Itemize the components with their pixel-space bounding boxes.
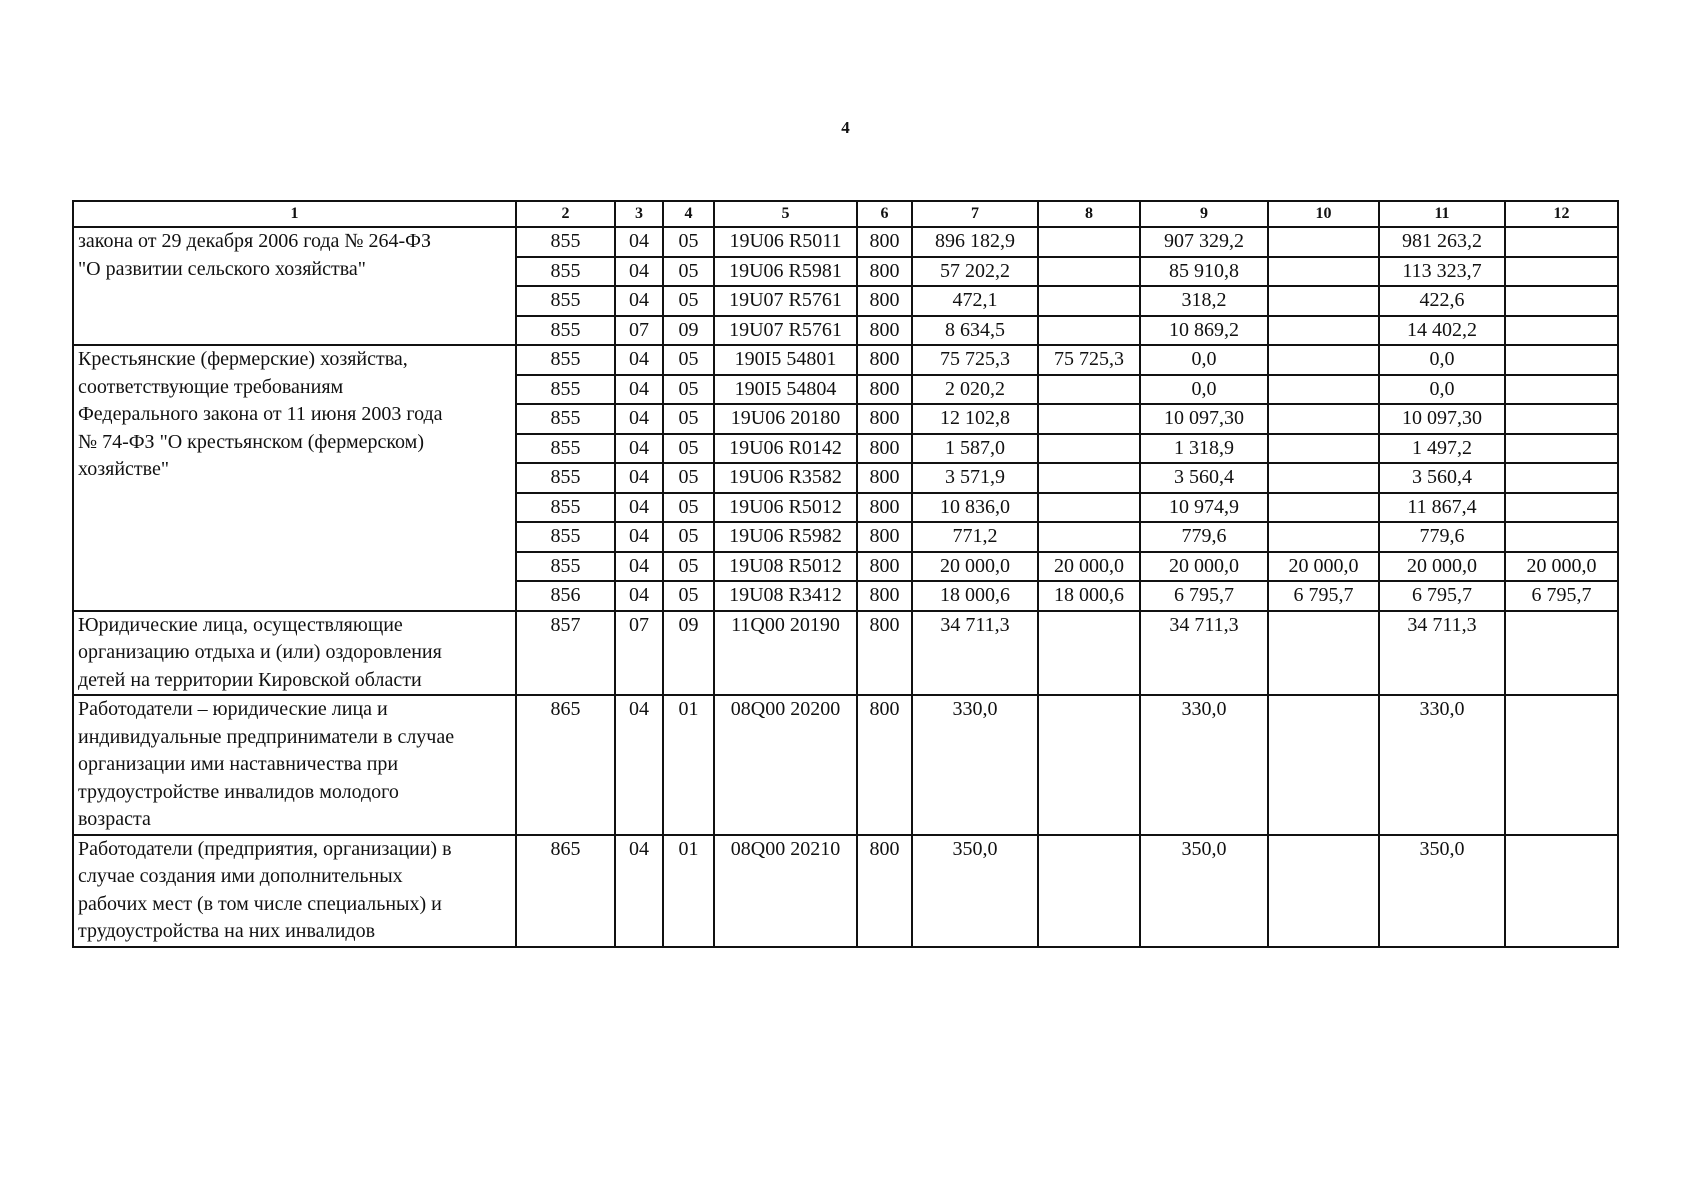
table-cell bbox=[1038, 404, 1140, 434]
column-header: 10 bbox=[1268, 201, 1379, 227]
table-cell bbox=[1038, 695, 1140, 835]
table-body bbox=[73, 227, 1618, 947]
table-cell: 800 bbox=[857, 581, 912, 611]
table-cell bbox=[1505, 227, 1618, 257]
table-cell: 05 bbox=[663, 581, 714, 611]
table-cell bbox=[1505, 611, 1618, 696]
table-cell: 855 bbox=[516, 463, 615, 493]
table-cell bbox=[1505, 286, 1618, 316]
column-header: 11 bbox=[1379, 201, 1505, 227]
table-cell: 472,1 bbox=[912, 286, 1038, 316]
table-cell: 09 bbox=[663, 611, 714, 696]
table-cell: 12 102,8 bbox=[912, 404, 1038, 434]
column-header: 4 bbox=[663, 201, 714, 227]
table-cell: 34 711,3 bbox=[1379, 611, 1505, 696]
table-cell: 330,0 bbox=[1140, 695, 1268, 835]
table-cell: 190I5 54804 bbox=[714, 375, 857, 405]
table-cell bbox=[1038, 257, 1140, 287]
table-cell: 19U06 R5982 bbox=[714, 522, 857, 552]
recipient-description bbox=[73, 227, 516, 345]
table-cell: 330,0 bbox=[1379, 695, 1505, 835]
table-cell: 20 000,0 bbox=[1268, 552, 1379, 582]
table-cell: 14 402,2 bbox=[1379, 316, 1505, 346]
table-cell: 05 bbox=[663, 522, 714, 552]
table-cell: 57 202,2 bbox=[912, 257, 1038, 287]
description-line: закона от 29 декабря 2006 года № 264-ФЗ bbox=[78, 230, 431, 252]
description-line: трудоустройстве инвалидов молодого bbox=[78, 780, 399, 803]
table-cell: 04 bbox=[615, 835, 663, 947]
table-cell: 07 bbox=[615, 611, 663, 696]
table-cell: 19U06 R5012 bbox=[714, 493, 857, 523]
table-cell: 1 587,0 bbox=[912, 434, 1038, 464]
recipient-description bbox=[73, 835, 516, 947]
table-cell bbox=[1038, 375, 1140, 405]
table-cell bbox=[1038, 316, 1140, 346]
table-cell: 10 097,30 bbox=[1379, 404, 1505, 434]
table-cell: 857 bbox=[516, 611, 615, 696]
table-cell: 19U06 20180 bbox=[714, 404, 857, 434]
column-header: 12 bbox=[1505, 201, 1618, 227]
table-cell bbox=[1268, 522, 1379, 552]
table-cell: 771,2 bbox=[912, 522, 1038, 552]
table-cell: 800 bbox=[857, 404, 912, 434]
table-cell: 800 bbox=[857, 695, 912, 835]
column-header: 2 bbox=[516, 201, 615, 227]
table-cell: 19U08 R3412 bbox=[714, 581, 857, 611]
column-header: 5 bbox=[714, 201, 857, 227]
table-cell bbox=[1268, 375, 1379, 405]
table-cell bbox=[1268, 695, 1379, 835]
table-cell: 779,6 bbox=[1140, 522, 1268, 552]
table-cell: 19U08 R5012 bbox=[714, 552, 857, 582]
table-cell: 05 bbox=[663, 552, 714, 582]
table-row bbox=[73, 611, 1618, 696]
table-cell bbox=[1505, 695, 1618, 835]
table-cell: 04 bbox=[615, 345, 663, 375]
table-cell: 20 000,0 bbox=[1379, 552, 1505, 582]
table-cell bbox=[1038, 227, 1140, 257]
table-cell: 19U06 R5981 bbox=[714, 257, 857, 287]
table-cell: 855 bbox=[516, 316, 615, 346]
table-cell: 75 725,3 bbox=[1038, 345, 1140, 375]
table-cell: 04 bbox=[615, 257, 663, 287]
table-cell: 18 000,6 bbox=[912, 581, 1038, 611]
table-cell: 800 bbox=[857, 835, 912, 947]
budget-table bbox=[72, 200, 1619, 948]
table-cell bbox=[1268, 611, 1379, 696]
description-line: детей на территории Кировской области bbox=[78, 668, 422, 691]
table-cell bbox=[1505, 434, 1618, 464]
table-cell: 05 bbox=[663, 404, 714, 434]
table-cell: 800 bbox=[857, 611, 912, 696]
table-cell: 20 000,0 bbox=[1140, 552, 1268, 582]
table-cell: 0,0 bbox=[1379, 375, 1505, 405]
table-cell: 6 795,7 bbox=[1268, 581, 1379, 611]
table-cell bbox=[1505, 493, 1618, 523]
table-cell: 6 795,7 bbox=[1379, 581, 1505, 611]
description-line: организацию отдыха и (или) оздоровления bbox=[78, 641, 442, 663]
table-cell: 422,6 bbox=[1379, 286, 1505, 316]
header-row bbox=[73, 201, 1618, 227]
table-cell: 34 711,3 bbox=[1140, 611, 1268, 696]
table-cell: 113 323,7 bbox=[1379, 257, 1505, 287]
table-cell: 04 bbox=[615, 375, 663, 405]
table-cell: 1 318,9 bbox=[1140, 434, 1268, 464]
table-cell: 350,0 bbox=[1379, 835, 1505, 947]
table-cell: 800 bbox=[857, 257, 912, 287]
description-line: соответствующие требованиям bbox=[78, 375, 344, 398]
table-cell bbox=[1505, 835, 1618, 947]
table-cell: 19U06 R0142 bbox=[714, 434, 857, 464]
table-cell: 04 bbox=[615, 286, 663, 316]
column-header: 9 bbox=[1140, 201, 1268, 227]
table-cell bbox=[1505, 316, 1618, 346]
description-line: индивидуальные предприниматели в случае bbox=[78, 725, 455, 748]
table-cell: 800 bbox=[857, 375, 912, 405]
table-cell: 05 bbox=[663, 434, 714, 464]
table-cell bbox=[1038, 463, 1140, 493]
table-cell: 0,0 bbox=[1379, 345, 1505, 375]
table-cell: 3 560,4 bbox=[1140, 463, 1268, 493]
table-cell: 0,0 bbox=[1140, 375, 1268, 405]
table-cell: 865 bbox=[516, 695, 615, 835]
table-cell: 800 bbox=[857, 227, 912, 257]
table-cell: 10 836,0 bbox=[912, 493, 1038, 523]
table-cell bbox=[1505, 257, 1618, 287]
table-cell: 800 bbox=[857, 493, 912, 523]
table-cell: 09 bbox=[663, 316, 714, 346]
table-cell bbox=[1268, 257, 1379, 287]
table-cell bbox=[1505, 522, 1618, 552]
table-cell: 855 bbox=[516, 286, 615, 316]
table-cell bbox=[1268, 227, 1379, 257]
table-cell: 05 bbox=[663, 345, 714, 375]
table-cell bbox=[1268, 463, 1379, 493]
table-cell: 19U06 R3582 bbox=[714, 463, 857, 493]
table-cell: 800 bbox=[857, 434, 912, 464]
table-cell: 6 795,7 bbox=[1505, 581, 1618, 611]
table-cell: 19U07 R5761 bbox=[714, 286, 857, 316]
table-cell: 04 bbox=[615, 695, 663, 835]
description-line: возраста bbox=[78, 808, 151, 830]
table-cell: 04 bbox=[615, 227, 663, 257]
column-header: 3 bbox=[615, 201, 663, 227]
table-cell: 6 795,7 bbox=[1140, 581, 1268, 611]
table-cell: 04 bbox=[615, 493, 663, 523]
table-cell: 855 bbox=[516, 404, 615, 434]
description-line: трудоустройства на них инвалидов bbox=[78, 920, 376, 942]
table-cell bbox=[1268, 835, 1379, 947]
table-cell: 05 bbox=[663, 227, 714, 257]
description-line: рабочих мест (в том числе специальных) и bbox=[78, 892, 442, 915]
table-cell: 800 bbox=[857, 552, 912, 582]
table-cell: 01 bbox=[663, 695, 714, 835]
table-cell: 05 bbox=[663, 286, 714, 316]
table-cell: 10 974,9 bbox=[1140, 493, 1268, 523]
table-cell: 04 bbox=[615, 522, 663, 552]
description-line: организации ими наставничества при bbox=[78, 753, 399, 775]
table-cell: 855 bbox=[516, 493, 615, 523]
table-cell bbox=[1268, 434, 1379, 464]
table-cell bbox=[1505, 463, 1618, 493]
table-cell: 3 571,9 bbox=[912, 463, 1038, 493]
table-cell: 779,6 bbox=[1379, 522, 1505, 552]
table-cell: 856 bbox=[516, 581, 615, 611]
table-cell: 20 000,0 bbox=[1505, 552, 1618, 582]
table-cell: 10 869,2 bbox=[1140, 316, 1268, 346]
column-header: 7 bbox=[912, 201, 1038, 227]
column-header: 1 bbox=[73, 201, 516, 227]
table-cell: 04 bbox=[615, 552, 663, 582]
table-cell: 865 bbox=[516, 835, 615, 947]
description-line: № 74-ФЗ "О крестьянском (фермерском) bbox=[78, 430, 424, 453]
table-cell: 11 867,4 bbox=[1379, 493, 1505, 523]
column-header: 6 bbox=[857, 201, 912, 227]
table-cell: 350,0 bbox=[912, 835, 1038, 947]
page-number: 4 bbox=[841, 118, 850, 137]
table-cell bbox=[1505, 345, 1618, 375]
table-cell bbox=[1268, 345, 1379, 375]
table-cell: 04 bbox=[615, 434, 663, 464]
description-line: хозяйстве" bbox=[78, 458, 170, 480]
table-cell: 981 263,2 bbox=[1379, 227, 1505, 257]
table-cell: 11Q00 20190 bbox=[714, 611, 857, 696]
table-cell: 2 020,2 bbox=[912, 375, 1038, 405]
table-cell: 800 bbox=[857, 316, 912, 346]
table-cell: 907 329,2 bbox=[1140, 227, 1268, 257]
description-line: "О развитии сельского хозяйства" bbox=[78, 257, 366, 280]
table-cell: 800 bbox=[857, 463, 912, 493]
table-cell: 01 bbox=[663, 835, 714, 947]
description-line: Работодатели (предприятия, организации) в bbox=[78, 837, 452, 860]
table-cell: 190I5 54801 bbox=[714, 345, 857, 375]
table-cell: 05 bbox=[663, 463, 714, 493]
table-cell: 04 bbox=[615, 404, 663, 434]
table-cell: 318,2 bbox=[1140, 286, 1268, 316]
table-cell: 08Q00 20210 bbox=[714, 835, 857, 947]
table-cell: 800 bbox=[857, 345, 912, 375]
table-cell bbox=[1268, 404, 1379, 434]
table-cell bbox=[1038, 611, 1140, 696]
recipient-description bbox=[73, 611, 516, 696]
table-cell: 855 bbox=[516, 257, 615, 287]
description-line: Федерального закона от 11 июня 2003 года bbox=[78, 403, 443, 425]
table-cell: 20 000,0 bbox=[1038, 552, 1140, 582]
table-cell: 05 bbox=[663, 493, 714, 523]
table-cell: 04 bbox=[615, 463, 663, 493]
table-cell bbox=[1505, 404, 1618, 434]
table-cell: 05 bbox=[663, 375, 714, 405]
description-line: Крестьянские (фермерские) хозяйства, bbox=[78, 348, 408, 370]
table-cell: 19U07 R5761 bbox=[714, 316, 857, 346]
table-cell: 800 bbox=[857, 286, 912, 316]
description-line: Работодатели – юридические лица и bbox=[78, 698, 388, 720]
table-cell: 800 bbox=[857, 522, 912, 552]
table-cell: 18 000,6 bbox=[1038, 581, 1140, 611]
description-line: случае создания ими дополнительных bbox=[78, 865, 403, 887]
description-line: Юридические лица, осуществляющие bbox=[78, 613, 403, 636]
table-row bbox=[73, 835, 1618, 947]
table-cell: 855 bbox=[516, 227, 615, 257]
table-cell: 855 bbox=[516, 345, 615, 375]
recipient-description bbox=[73, 345, 516, 611]
table-cell: 75 725,3 bbox=[912, 345, 1038, 375]
table-cell bbox=[1038, 286, 1140, 316]
table-cell: 855 bbox=[516, 375, 615, 405]
table-cell: 855 bbox=[516, 522, 615, 552]
table-cell bbox=[1038, 522, 1140, 552]
table-cell bbox=[1268, 286, 1379, 316]
table-cell bbox=[1038, 493, 1140, 523]
column-header: 8 bbox=[1038, 201, 1140, 227]
table-cell: 1 497,2 bbox=[1379, 434, 1505, 464]
table-cell: 20 000,0 bbox=[912, 552, 1038, 582]
recipient-description bbox=[73, 695, 516, 835]
table-cell bbox=[1038, 434, 1140, 464]
table-cell: 0,0 bbox=[1140, 345, 1268, 375]
table-cell: 855 bbox=[516, 434, 615, 464]
table-cell bbox=[1505, 375, 1618, 405]
table-row bbox=[73, 345, 1618, 375]
table-cell: 34 711,3 bbox=[912, 611, 1038, 696]
table-cell: 330,0 bbox=[912, 695, 1038, 835]
table-cell: 07 bbox=[615, 316, 663, 346]
table-cell: 04 bbox=[615, 581, 663, 611]
table-row bbox=[73, 227, 1618, 257]
table-cell: 05 bbox=[663, 257, 714, 287]
table-cell: 19U06 R5011 bbox=[714, 227, 857, 257]
table-cell: 855 bbox=[516, 552, 615, 582]
table-cell bbox=[1038, 835, 1140, 947]
table-cell: 8 634,5 bbox=[912, 316, 1038, 346]
table-cell: 3 560,4 bbox=[1379, 463, 1505, 493]
table-cell: 896 182,9 bbox=[912, 227, 1038, 257]
table-cell: 10 097,30 bbox=[1140, 404, 1268, 434]
table-cell: 350,0 bbox=[1140, 835, 1268, 947]
table-cell: 08Q00 20200 bbox=[714, 695, 857, 835]
table-cell bbox=[1268, 493, 1379, 523]
table-cell: 85 910,8 bbox=[1140, 257, 1268, 287]
table-cell bbox=[1268, 316, 1379, 346]
table-row bbox=[73, 695, 1618, 835]
